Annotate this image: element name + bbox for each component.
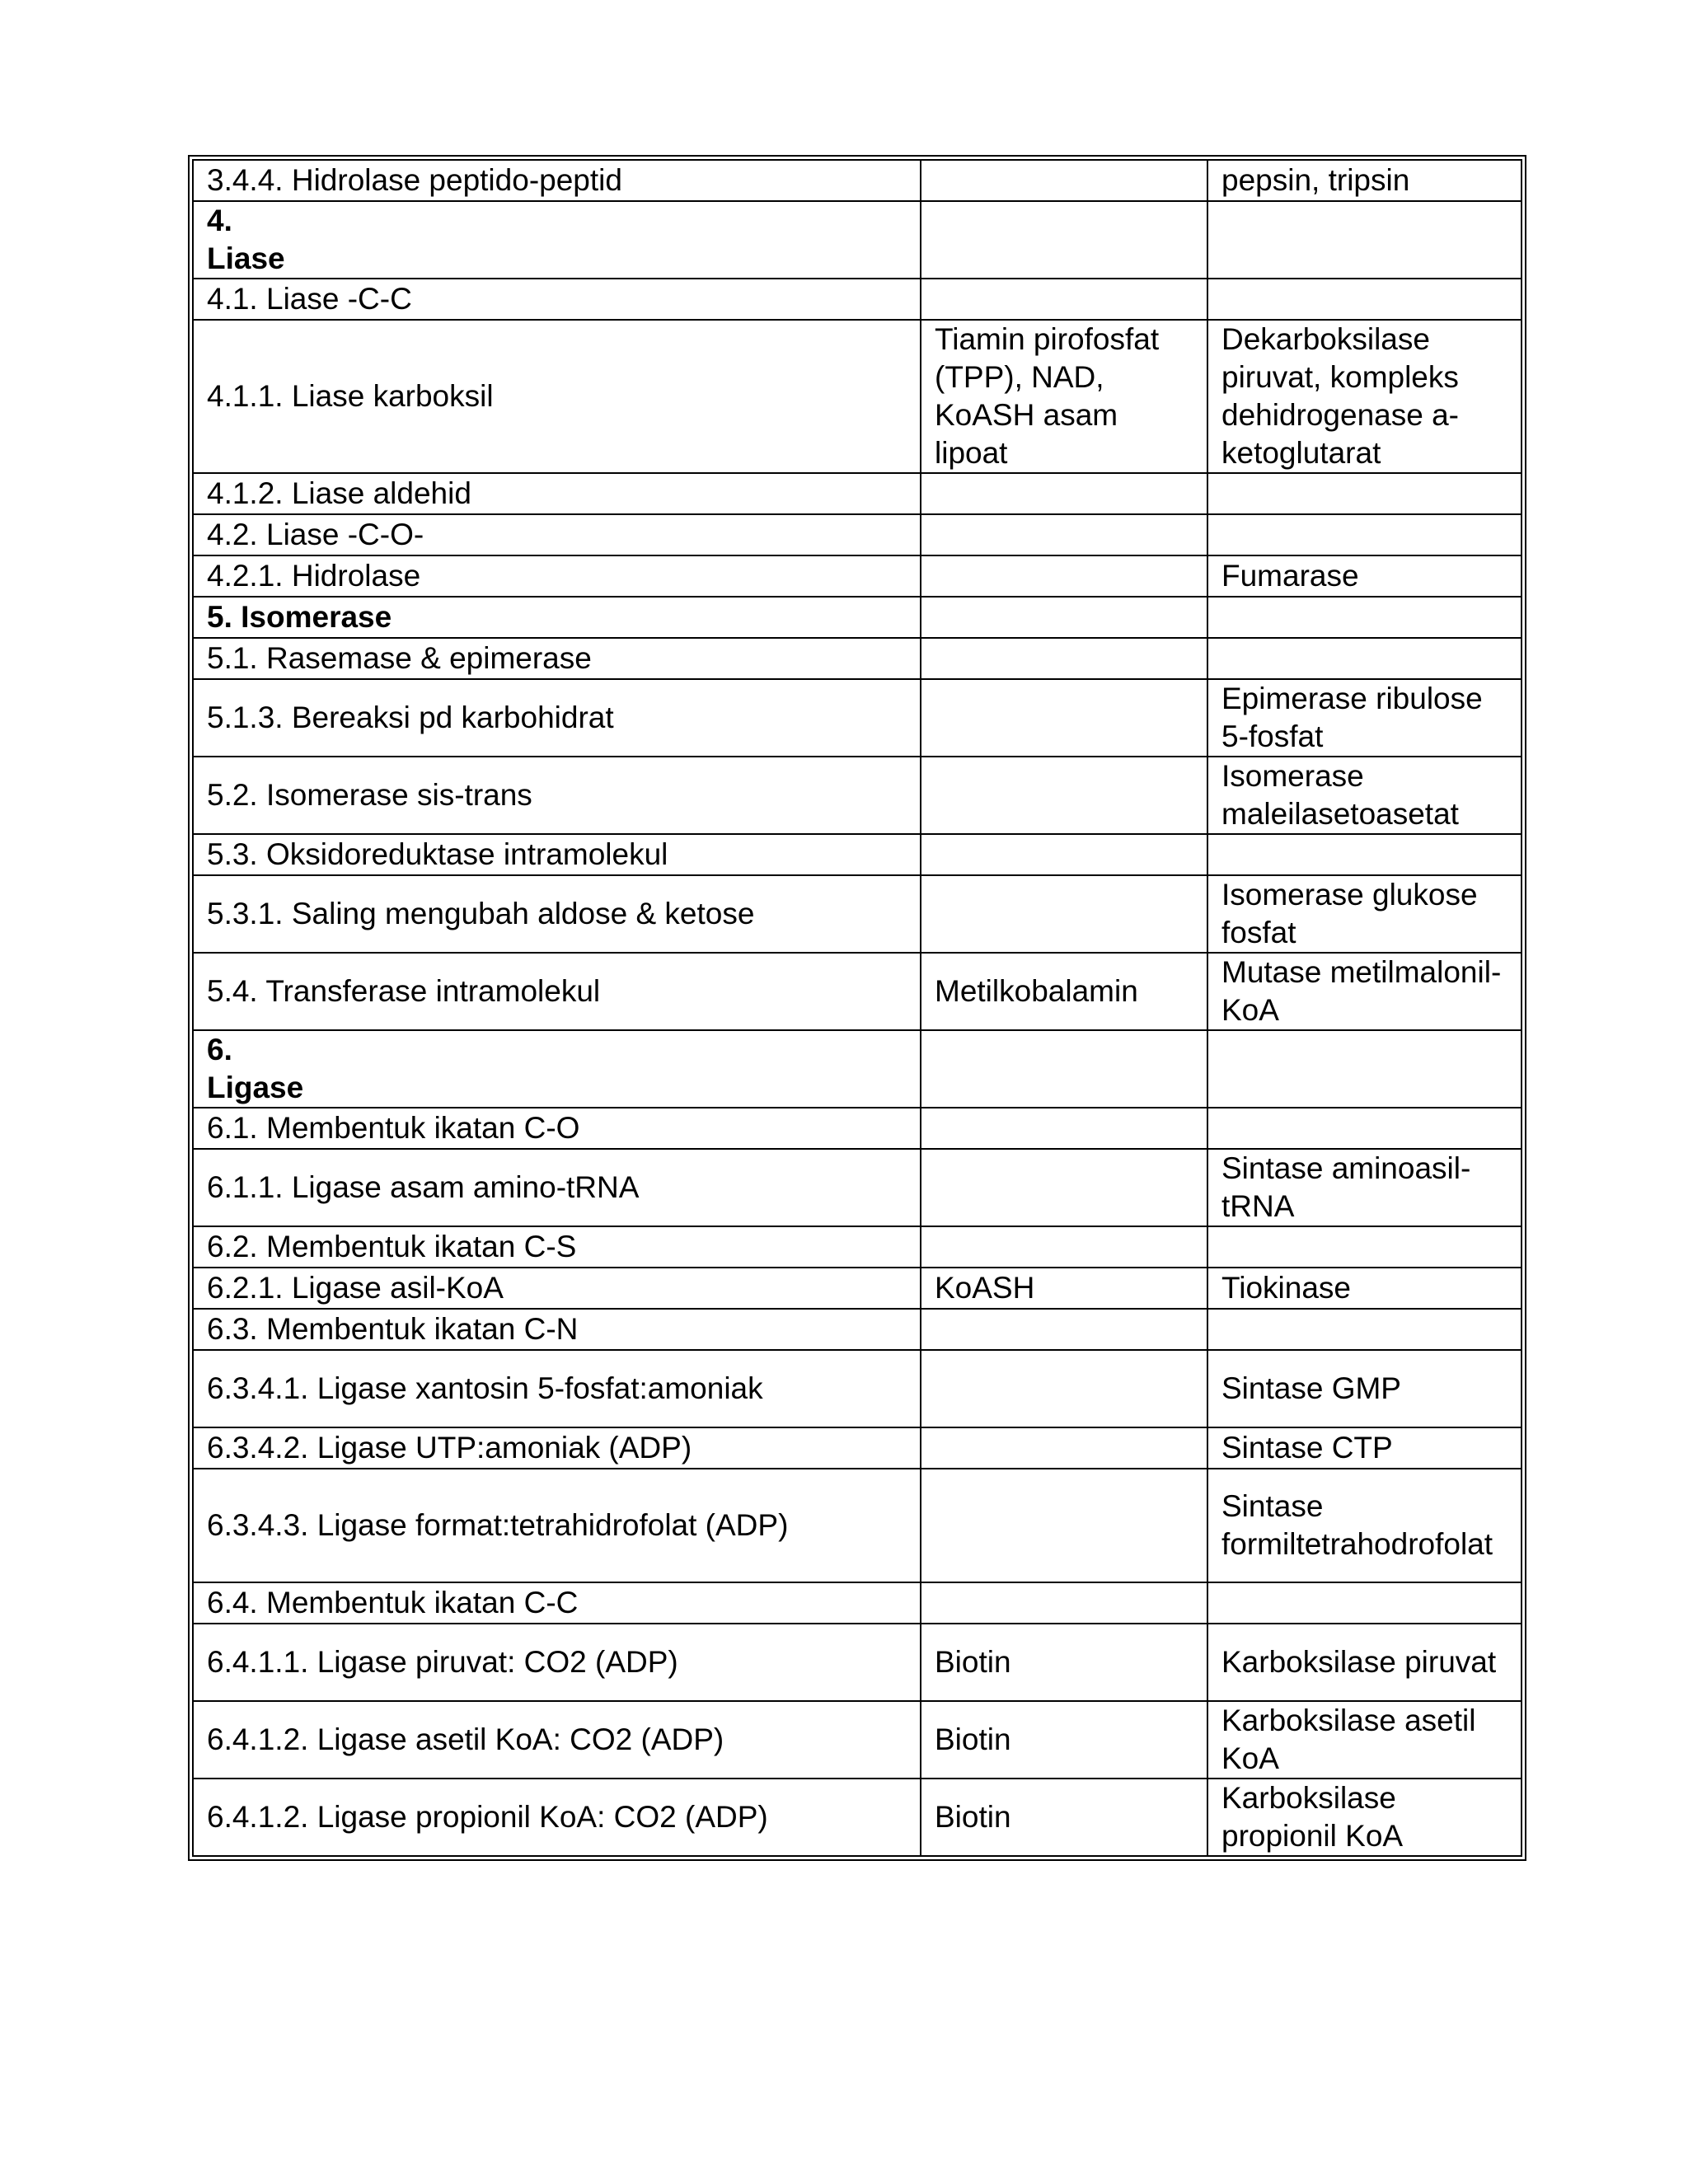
table-body [193,160,1522,1856]
table-row [193,638,1522,679]
table-row [193,514,1522,555]
cofactor-cell [921,160,1207,201]
example-enzyme-cell [1207,279,1522,320]
enzyme-name-cell: 6.3.4.1. Ligase xantosin 5-fosfat:amoniak [193,1350,921,1427]
cofactor-cell [921,1149,1207,1226]
enzyme-name-cell: 4.1. Liase -C-C [193,279,921,320]
cofactor-cell [921,597,1207,638]
cofactor-cell [921,1309,1207,1350]
table-row [193,1030,1522,1108]
cofactor-cell: Biotin [921,1779,1207,1856]
enzyme-name-cell: 6.2.1. Ligase asil-KoA [193,1268,921,1309]
cofactor-cell [921,1582,1207,1624]
cofactor-cell [921,201,1207,279]
table-row [193,1469,1522,1582]
table-row [193,320,1522,473]
cofactor-cell: Metilkobalamin [921,953,1207,1030]
table-row [193,1350,1522,1427]
enzyme-name-cell: 6.3.4.3. Ligase format:tetrahidrofolat (ADP) [193,1469,921,1582]
enzyme-name-cell: 6. Ligase [193,1030,921,1108]
enzyme-name-cell: 6.1.1. Ligase asam amino-tRNA [193,1149,921,1226]
enzyme-name-cell: 4.2. Liase -C-O- [193,514,921,555]
table-row [193,875,1522,953]
enzyme-name-cell: 6.4. Membentuk ikatan C-C [193,1582,921,1624]
example-enzyme-cell: Mutase metilmalonil-KoA [1207,953,1522,1030]
table-row [193,1701,1522,1779]
cofactor-cell: KoASH [921,1268,1207,1309]
example-enzyme-cell: Sintase GMP [1207,1350,1522,1427]
table-row [193,1226,1522,1268]
example-enzyme-cell [1207,1309,1522,1350]
example-enzyme-cell [1207,1226,1522,1268]
example-enzyme-cell [1207,1030,1522,1108]
enzyme-name-cell: 4.1.2. Liase aldehid [193,473,921,514]
example-enzyme-cell: Karboksilase piruvat [1207,1624,1522,1701]
example-enzyme-cell: pepsin, tripsin [1207,160,1522,201]
enzyme-name-cell: 6.3.4.2. Ligase UTP:amoniak (ADP) [193,1427,921,1469]
enzyme-name-cell: 5.3.1. Saling mengubah aldose & ketose [193,875,921,953]
table-row [193,555,1522,597]
cofactor-cell [921,1469,1207,1582]
table-row [193,597,1522,638]
table-row [193,279,1522,320]
enzyme-name-cell: 6.2. Membentuk ikatan C-S [193,1226,921,1268]
cofactor-cell [921,514,1207,555]
cofactor-cell [921,473,1207,514]
cofactor-cell [921,1030,1207,1108]
enzyme-name-cell: 5.1.3. Bereaksi pd karbohidrat [193,679,921,757]
enzyme-name-cell: 6.4.1.2. Ligase propionil KoA: CO2 (ADP) [193,1779,921,1856]
example-enzyme-cell [1207,201,1522,279]
table-row [193,953,1522,1030]
cofactor-cell [921,1427,1207,1469]
cofactor-cell: Biotin [921,1624,1207,1701]
example-enzyme-cell: Dekarboksilase piruvat, kompleks dehidrogenase a-ketoglutarat [1207,320,1522,473]
table-frame [188,155,1526,1861]
example-enzyme-cell [1207,514,1522,555]
table-row [193,679,1522,757]
example-enzyme-cell [1207,473,1522,514]
table-row [193,201,1522,279]
cofactor-cell: Tiamin pirofosfat (TPP), NAD, KoASH asam lipoat [921,320,1207,473]
example-enzyme-cell [1207,597,1522,638]
enzyme-name-cell: 5. Isomerase [193,597,921,638]
enzyme-name-cell: 6.1. Membentuk ikatan C-O [193,1108,921,1149]
example-enzyme-cell: Tiokinase [1207,1268,1522,1309]
enzyme-name-cell: 3.4.4. Hidrolase peptido-peptid [193,160,921,201]
cofactor-cell [921,638,1207,679]
example-enzyme-cell: Epimerase ribulose 5-fosfat [1207,679,1522,757]
example-enzyme-cell [1207,638,1522,679]
cofactor-cell [921,1350,1207,1427]
cofactor-cell [921,1108,1207,1149]
table-row [193,834,1522,875]
table-row [193,1624,1522,1701]
table-row [193,1149,1522,1226]
example-enzyme-cell: Sintase CTP [1207,1427,1522,1469]
enzyme-name-cell: 5.1. Rasemase & epimerase [193,638,921,679]
example-enzyme-cell: Sintase formiltetrahodrofolat [1207,1469,1522,1582]
cofactor-cell [921,279,1207,320]
cofactor-cell [921,834,1207,875]
enzyme-name-cell: 5.3. Oksidoreduktase intramolekul [193,834,921,875]
table-row [193,1779,1522,1856]
table-row [193,757,1522,834]
enzyme-name-cell: 6.3. Membentuk ikatan C-N [193,1309,921,1350]
table-row [193,1108,1522,1149]
table-row [193,160,1522,201]
cofactor-cell [921,875,1207,953]
cofactor-cell [921,679,1207,757]
cofactor-cell [921,1226,1207,1268]
table-row [193,1582,1522,1624]
example-enzyme-cell: Sintase aminoasil-tRNA [1207,1149,1522,1226]
example-enzyme-cell: Fumarase [1207,555,1522,597]
cofactor-cell [921,555,1207,597]
table-row [193,1268,1522,1309]
enzyme-name-cell: 4.1.1. Liase karboksil [193,320,921,473]
enzyme-classification-table [192,159,1522,1857]
enzyme-name-cell: 5.2. Isomerase sis-trans [193,757,921,834]
enzyme-name-cell: 4.2.1. Hidrolase [193,555,921,597]
example-enzyme-cell [1207,1108,1522,1149]
cofactor-cell [921,757,1207,834]
table-row [193,1309,1522,1350]
table-row [193,473,1522,514]
enzyme-name-cell: 4. Liase [193,201,921,279]
example-enzyme-cell: Isomerase maleilasetoasetat [1207,757,1522,834]
enzyme-name-cell: 6.4.1.2. Ligase asetil KoA: CO2 (ADP) [193,1701,921,1779]
example-enzyme-cell: Karboksilase propionil KoA [1207,1779,1522,1856]
example-enzyme-cell [1207,834,1522,875]
enzyme-name-cell: 5.4. Transferase intramolekul [193,953,921,1030]
cofactor-cell: Biotin [921,1701,1207,1779]
enzyme-name-cell: 6.4.1.1. Ligase piruvat: CO2 (ADP) [193,1624,921,1701]
example-enzyme-cell: Karboksilase asetil KoA [1207,1701,1522,1779]
table-row [193,1427,1522,1469]
example-enzyme-cell [1207,1582,1522,1624]
example-enzyme-cell: Isomerase glukose fosfat [1207,875,1522,953]
